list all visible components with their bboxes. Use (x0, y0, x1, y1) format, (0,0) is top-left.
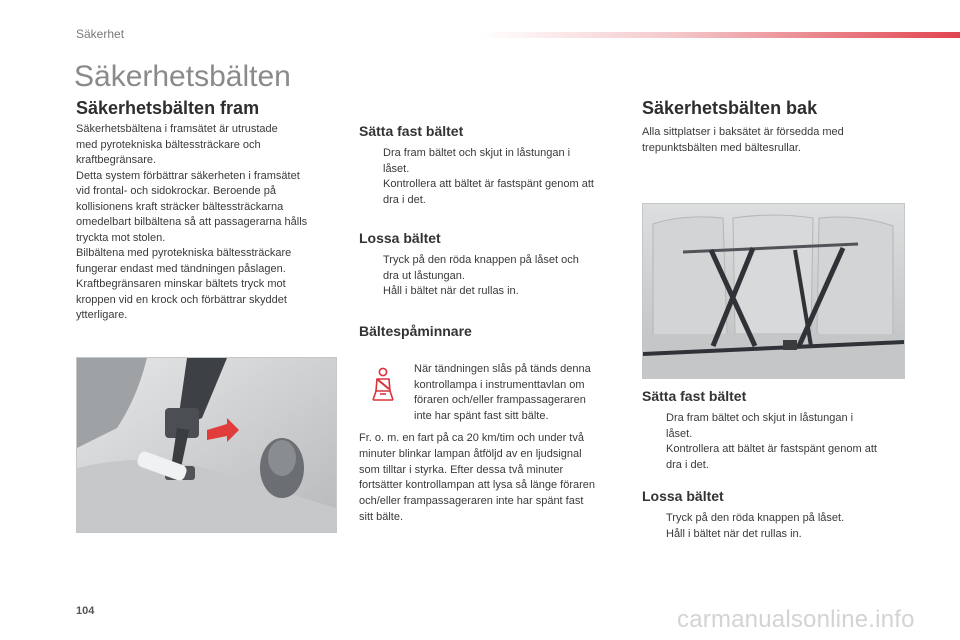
watermark: carmanualsonline.info (677, 606, 915, 633)
list-item-line: Håll i bältet när det rullas in. (383, 285, 519, 297)
text-line: med pyrotekniska bältessträckare och (76, 138, 261, 151)
text-line: Bilbältena med pyrotekniska bältessträckare (76, 247, 292, 259)
list-item (359, 284, 629, 300)
text-line: tryckta mot stolen. (76, 231, 166, 244)
page-number: 104 (76, 605, 95, 617)
text-line: fungerar endast med tändningen påslagen. (76, 262, 286, 275)
rear-belts-intro (642, 125, 912, 156)
release-belt-list (359, 253, 629, 300)
front-belts-text (76, 122, 346, 324)
rear-belts-heading: Säkerhetsbälten bak (642, 98, 818, 118)
rear-fasten-belt-list (642, 411, 912, 473)
text-line: Fr. o. m. en fart på ca 20 km/tim och under två (359, 432, 584, 444)
text-line: Kraftbegränsaren minskar bältets tryck mot (76, 278, 286, 290)
belt-reminder-icon-text (414, 362, 634, 424)
text-line: kontrollampa i instrumenttavlan om (414, 378, 585, 391)
list-item (642, 411, 912, 442)
text-line: vid frontal- och sidokrockar. Beroende på (76, 185, 276, 197)
release-belt-heading: Lossa bältet (359, 230, 441, 246)
text-line: sitt bälte. (359, 510, 404, 523)
list-item-line: låset. (383, 162, 410, 175)
text-line: Alla sittplatser i baksätet är försedda med (642, 126, 844, 138)
seatbelt-buckle-illustration (77, 358, 336, 532)
list-item-line: Håll i bältet när det rullas in. (666, 527, 802, 540)
rear-release-belt-heading: Lossa bältet (642, 488, 724, 504)
seatbelt-warning-icon-graphic (368, 367, 398, 403)
list-item (359, 146, 629, 177)
belt-reminder-heading: Bältespåminnare (359, 323, 472, 339)
text-line: kroppen vid en krock och förbättrar skyddet (76, 293, 287, 306)
list-item (359, 177, 629, 208)
front-belts-heading: Säkerhetsbälten fram (76, 98, 260, 118)
text-line: Detta system förbättrar säkerheten i framsätet (76, 169, 300, 182)
list-item-line: Dra fram bältet och skjut in låstungan i (666, 412, 854, 424)
list-item-line: Tryck på den röda knappen på låset. (666, 512, 845, 524)
text-line: och/eller frampassageraren inte har spänt fast (359, 495, 584, 508)
list-item-line: dra i det. (383, 193, 426, 206)
text-line: ytterligare. (76, 309, 128, 321)
text-line: inte har spänt fast sitt bälte. (414, 409, 549, 422)
rear-seat-illustration (643, 204, 904, 378)
list-item-line: dra i det. (666, 458, 709, 471)
text-line: trepunktsbälten med bältesrullar. (642, 141, 801, 154)
list-item-line: dra ut låstungan. (383, 269, 465, 282)
list-item (642, 442, 912, 473)
list-item (642, 527, 912, 543)
text-line: fortsätter kontrollampan att lysa så länge föraren (359, 479, 596, 492)
text-line: föraren och/eller frampassageraren (414, 394, 586, 406)
text-line: När tändningen slås på tänds denna (414, 363, 591, 375)
list-item-line: Kontrollera att bältet är fastspänt genom att (666, 443, 877, 455)
fasten-belt-list (359, 146, 629, 208)
header-accent-bar (480, 32, 960, 38)
list-item-line: Kontrollera att bältet är fastspänt genom att (383, 178, 594, 190)
list-item (359, 253, 629, 284)
list-item-line: Tryck på den röda knappen på låset och (383, 254, 579, 266)
list-item-line: låset. (666, 427, 693, 440)
page-title: Säkerhetsbälten (74, 60, 291, 93)
rear-fasten-belt-heading: Sätta fast bältet (642, 388, 747, 404)
text-line: kollisionens kraft sträcker bältessträckarna (76, 200, 284, 213)
text-line: som tilltar i styrka. Efter dessa två minuter (359, 463, 564, 476)
section-header: Säkerhet (76, 27, 125, 41)
rear-release-belt-list (642, 511, 912, 542)
list-item (642, 511, 912, 527)
rear-seat-belts-photo (642, 203, 905, 379)
text-line: Säkerhetsbältena i framsätet är utrustade (76, 123, 278, 135)
seatbelt-warning-icon (368, 367, 398, 403)
text-line: kraftbegränsare. (76, 154, 157, 166)
text-line: minuter blinkar lampan åtföljd av en ljudsignal (359, 447, 582, 460)
belt-reminder-text (359, 431, 634, 526)
list-item-line: Dra fram bältet och skjut in låstungan i (383, 147, 571, 159)
text-line: omedelbart bilbältena så att passagerarna hålls (76, 216, 308, 228)
fasten-belt-heading: Sätta fast bältet (359, 123, 464, 139)
seatbelt-buckle-photo (76, 357, 337, 533)
